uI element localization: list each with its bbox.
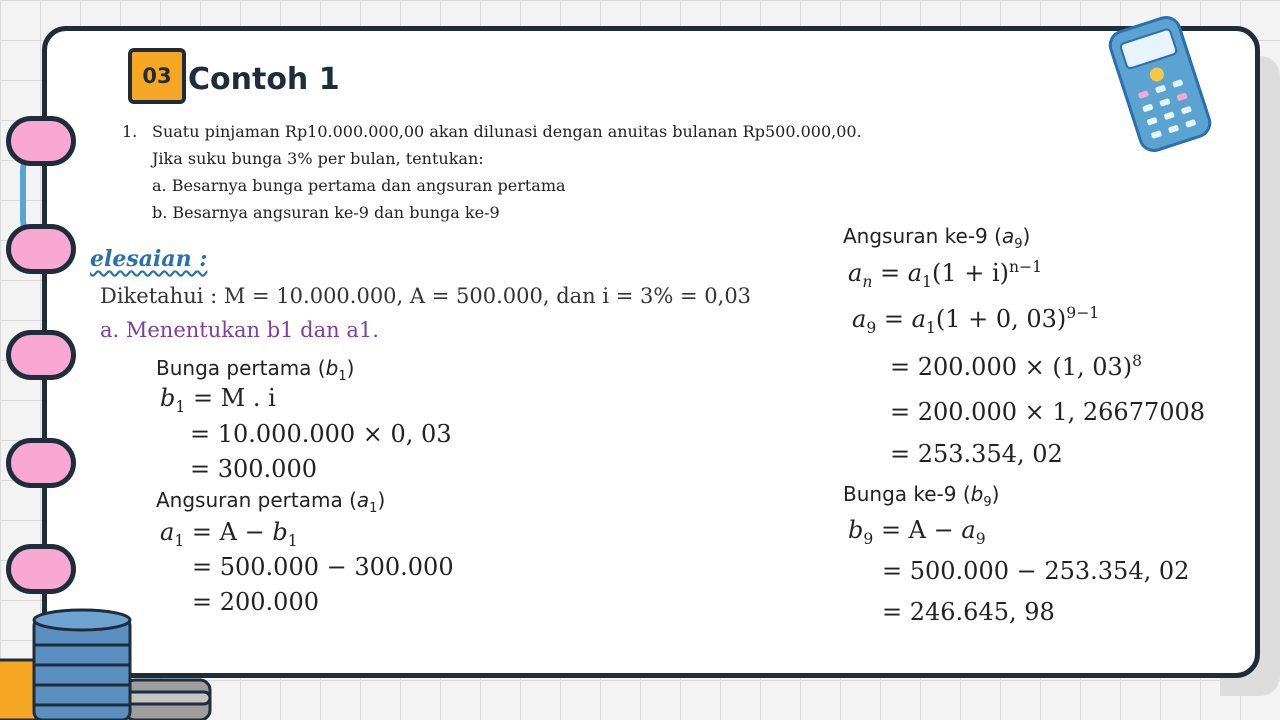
problem-statement: [122, 118, 862, 226]
equation-b9: $b_9 = A - a_9$: [848, 516, 986, 548]
equation-b1: $b_1 = M$ . i: [160, 384, 276, 416]
part-a-heading: a. Menentukan b1 dan a1.: [100, 318, 379, 342]
formula-an: $a_n = a_1(1 + i)^{n-1}$: [848, 258, 1043, 291]
binder-ring: [6, 224, 76, 274]
binder-ring: [6, 544, 76, 594]
equation-b9-result: = 246.645, 98: [882, 598, 1055, 626]
angsuran-ke9-label: Angsuran ke-9 $(a_9)$: [843, 224, 1031, 252]
equation-a9-result: = 253.354, 02: [890, 440, 1063, 468]
binder-ring: [6, 438, 76, 488]
equation-b1-step: = 10.000.000 × 0, 03: [190, 420, 452, 448]
problem-item-b: b. Besarnya angsuran ke-9 dan bunga ke-9: [152, 203, 500, 222]
equation-b9-step: = 500.000 − 253.354, 02: [882, 557, 1190, 585]
equation-a9-step-1: = 200.000 × (1, 03)$^8$: [890, 352, 1143, 381]
equation-a9: $a_9 = a_1(1 + 0$, 03)$^{9-1}$: [852, 304, 1100, 337]
equation-a1-result: = 200.000: [192, 588, 319, 616]
angsuran-pertama-label: Angsuran pertama $(a_1)$: [156, 488, 386, 516]
problem-item-a: a. Besarnya bunga pertama dan angsuran pertama: [152, 176, 566, 195]
calculator-icon: [1106, 16, 1214, 152]
known-values: Diketahui : M = 10.000.000, A = 500.000, dan i = 3% = 0,03: [100, 284, 752, 308]
coin-stack-illustration: [0, 600, 220, 720]
bunga-pertama-label: Bunga pertama $(b_1)$: [156, 356, 355, 384]
equation-a9-step-2: = 200.000 × 1, 26677008: [890, 398, 1206, 426]
section-number-badge: 03: [128, 48, 186, 104]
equation-a1: $a_1 = A - b_1$: [160, 518, 298, 550]
binder-ring: [6, 330, 76, 380]
problem-line-1: Suatu pinjaman Rp10.000.000,00 akan dilunasi dengan anuitas bulanan Rp500.000,00.: [152, 122, 862, 141]
problem-line-2: Jika suku bunga 3% per bulan, tentukan:: [152, 149, 484, 168]
equation-a1-step: = 500.000 − 300.000: [192, 553, 454, 581]
page-title: Contoh 1: [188, 62, 340, 97]
bunga-ke9-label: Bunga ke-9 $(b_9)$: [843, 482, 1000, 510]
binder-ring: [6, 116, 76, 166]
equation-b1-result: = 300.000: [190, 455, 317, 483]
problem-number: 1.: [122, 122, 138, 141]
solution-heading: elesaian :: [90, 246, 208, 272]
